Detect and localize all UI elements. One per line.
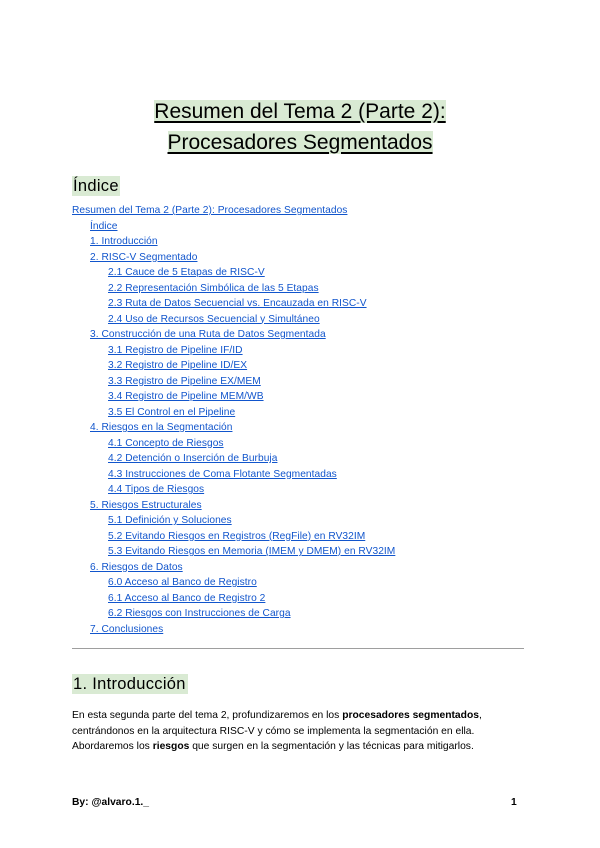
toc-link-4-3[interactable]: 4.3 Instrucciones de Coma Flotante Segmentadas xyxy=(108,468,337,480)
footer-author: By: @alvaro.1._ xyxy=(72,797,150,808)
toc-link-6-0[interactable]: 6.0 Acceso al Banco de Registro xyxy=(108,577,257,588)
intro-text-1: En esta segunda parte del tema 2, profundizaremos en los xyxy=(72,710,343,721)
toc-link-5[interactable]: 5. Riesgos Estructurales xyxy=(90,499,202,511)
intro-paragraph xyxy=(72,708,532,755)
toc-link-5-3[interactable]: 5.3 Evitando Riesgos en Memoria (IMEM y DMEM) en RV32IM xyxy=(108,546,396,557)
toc-link-5-1[interactable]: 5.1 Definición y Soluciones xyxy=(108,515,232,526)
toc-link-1[interactable]: 1. Introducción xyxy=(90,236,158,247)
toc-link-3-1[interactable]: 3.1 Registro de Pipeline IF/ID xyxy=(108,344,243,356)
toc-link-3[interactable]: 3. Construcción de una Ruta de Datos Segmentada xyxy=(90,329,326,340)
toc-link-4-1[interactable]: 4.1 Concepto de Riesgos xyxy=(108,437,224,449)
toc-link-2-1[interactable]: 2.1 Cauce de 5 Etapas de RISC-V xyxy=(108,267,265,278)
horizontal-divider xyxy=(72,648,524,649)
toc-link-3-3[interactable]: 3.3 Registro de Pipeline EX/MEM xyxy=(108,375,261,387)
toc-link-4-2[interactable]: 4.2 Detención o Inserción de Burbuja xyxy=(108,453,278,464)
toc-link-2-4[interactable]: 2.4 Uso de Recursos Secuencial y Simultáneo xyxy=(108,313,320,325)
toc-link-6-2[interactable]: 6.2 Riesgos con Instrucciones de Carga xyxy=(108,608,291,619)
toc-link-6[interactable]: 6. Riesgos de Datos xyxy=(90,561,183,573)
title-line-2: Procesadores Segmentados xyxy=(167,131,433,154)
toc-link-3-2[interactable]: 3.2 Registro de Pipeline ID/EX xyxy=(108,360,248,371)
intro-text-3: que surgen en la segmentación y las técnicas para mitigarlos. xyxy=(189,741,474,752)
toc-link-4-4[interactable]: 4.4 Tipos de Riesgos xyxy=(108,484,205,495)
document-title xyxy=(0,96,600,158)
toc-link-5-2[interactable]: 5.2 Evitando Riesgos en Registros (RegFile) en RV32IM xyxy=(108,530,366,542)
intro-bold-procesadores: procesadores segmentados xyxy=(342,710,479,721)
toc-link-7[interactable]: 7. Conclusiones xyxy=(90,623,164,635)
toc-link-3-5[interactable]: 3.5 El Control en el Pipeline xyxy=(108,406,236,418)
toc-link-4[interactable]: 4. Riesgos en la Segmentación xyxy=(90,422,233,433)
section-heading-introduccion: 1. Introducción xyxy=(73,675,186,693)
toc-link-2-3[interactable]: 2.3 Ruta de Datos Secuencial vs. Encauzada en RISC-V xyxy=(108,298,367,309)
intro-bold-riesgos: riesgos xyxy=(152,741,190,752)
toc-link-title[interactable]: Resumen del Tema 2 (Parte 2): Procesadores Segmentados xyxy=(72,205,348,216)
toc-link-6-1[interactable]: 6.1 Acceso al Banco de Registro 2 xyxy=(108,592,266,604)
page-number: 1 xyxy=(511,797,517,808)
toc-link-2[interactable]: 2. RISC-V Segmentado xyxy=(90,251,198,263)
title-line-1: Resumen del Tema 2 (Parte 2): xyxy=(154,100,446,123)
intro-text-2: , centrándonos en la arquitectura RISC-V y cómo se implementa la segmentación en ella. Abordaremos los xyxy=(72,710,482,752)
index-heading: Índice xyxy=(73,177,119,195)
toc-link-2-2[interactable]: 2.2 Representación Simbólica de las 5 Etapas xyxy=(108,282,319,294)
toc-link-index[interactable]: Índice xyxy=(90,220,118,232)
toc-link-3-4[interactable]: 3.4 Registro de Pipeline MEM/WB xyxy=(108,391,264,402)
